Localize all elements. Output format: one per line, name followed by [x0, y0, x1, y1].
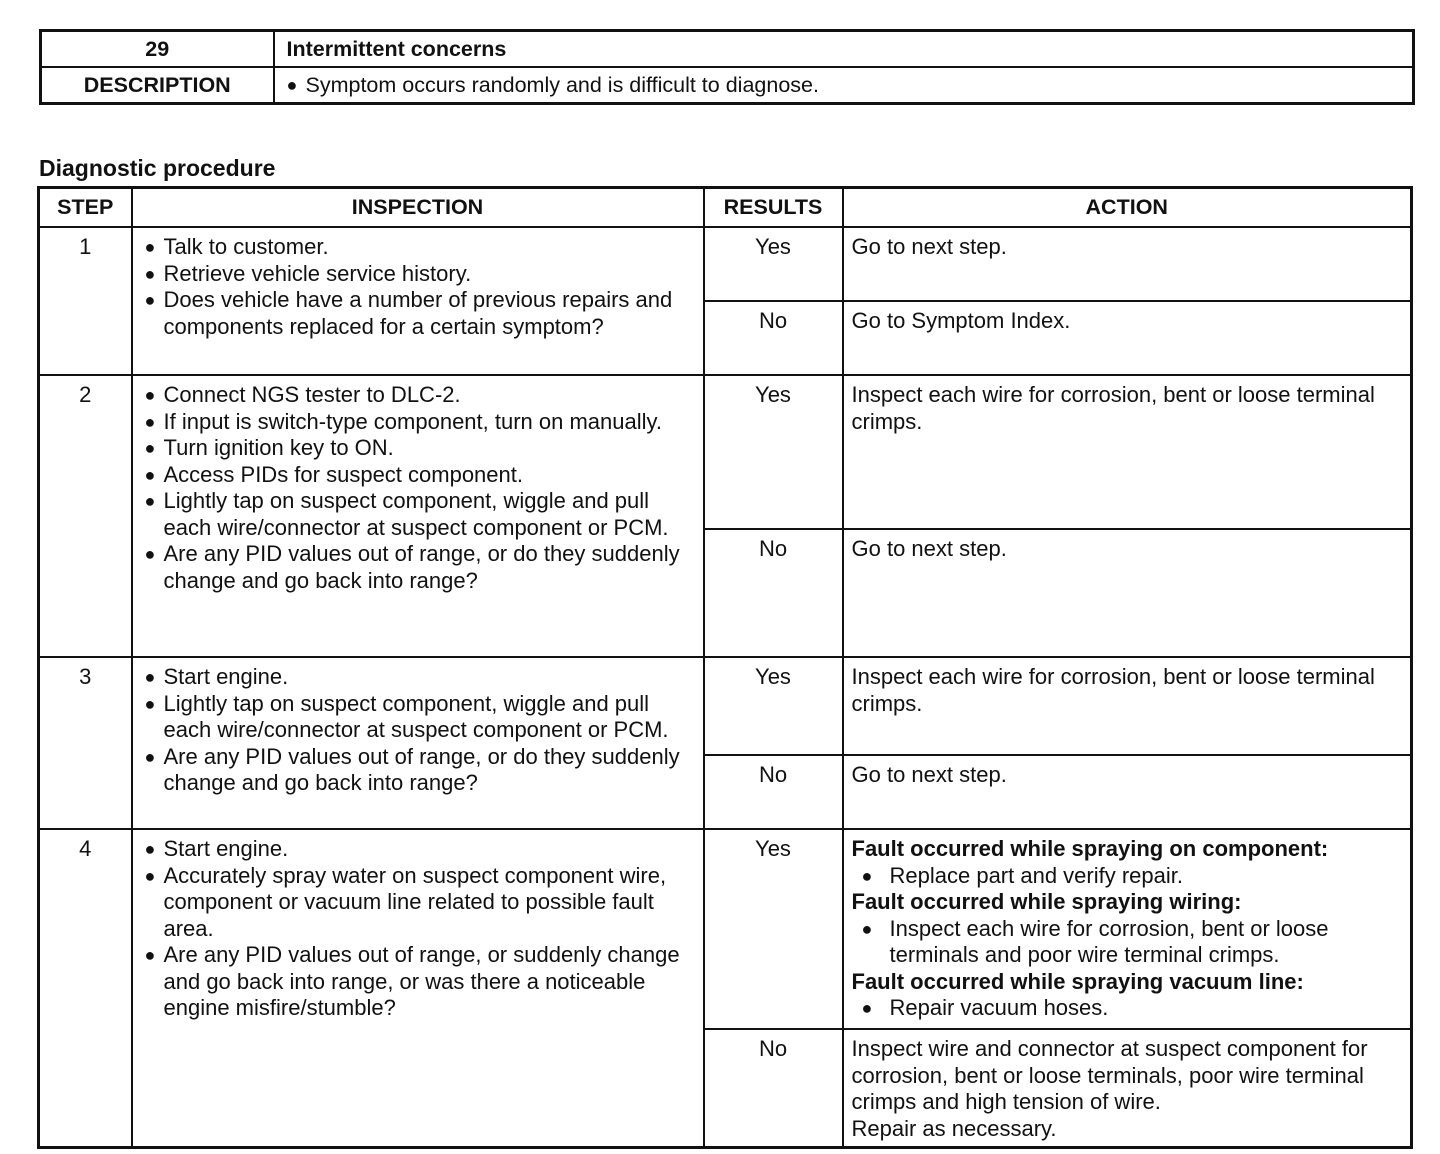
description-bullet — [275, 72, 1413, 99]
action-heading: Fault occurred while spraying wiring: — [851, 889, 1242, 914]
inspection-text: Start engine. — [163, 664, 289, 689]
bullet-icon: ● — [861, 865, 873, 886]
col-results: RESULTS — [704, 188, 843, 228]
description-text: Symptom occurs randomly and is difficult to diagnose. — [305, 72, 819, 97]
bullet-icon: ● — [144, 464, 156, 485]
inspection-text: Accurately spray water on suspect component wire, component or vacuum line related to possible fault area. — [163, 862, 667, 941]
diagnostic-procedure-table — [37, 186, 1413, 1149]
inspection-text: Are any PID values out of range, or do they suddenly change and go back into range? — [163, 541, 680, 593]
inspection-bullet — [133, 287, 691, 340]
bullet-icon: ● — [144, 746, 156, 767]
action-no: Go to next step. — [843, 529, 1412, 657]
bullet-icon: ● — [144, 385, 156, 405]
step-3-yes-row — [39, 657, 1412, 755]
bullet-icon: ● — [144, 237, 156, 257]
step-2-yes-row — [39, 375, 1412, 529]
action-heading: Fault occurred while spraying vacuum line: — [851, 968, 1304, 994]
inspection-text: Start engine. — [163, 836, 289, 861]
concern-number: 29 — [41, 31, 274, 68]
inspection-text: Lightly tap on suspect component, wiggle and pull each wire/connector at suspect component or PCM. — [163, 488, 669, 540]
step-2-inspection — [132, 375, 704, 657]
inspection-bullet — [133, 863, 691, 943]
inspection-bullet — [133, 462, 691, 489]
result-yes: Yes — [704, 227, 843, 301]
step-number: 2 — [39, 375, 132, 657]
result-yes: Yes — [704, 657, 843, 755]
step-number: 1 — [39, 227, 132, 375]
result-no: No — [704, 301, 843, 375]
bullet-icon: ● — [861, 998, 873, 1018]
action-text: Inspect wire and connector at suspect component for corrosion, bent or loose terminals, poor wire terminal crimps and high tension of wire. — [851, 1036, 1368, 1114]
bullet-icon: ● — [861, 918, 873, 939]
inspection-text: Retrieve vehicle service history. — [163, 260, 472, 286]
action-yes: Inspect each wire for corrosion, bent or loose terminal crimps. — [843, 375, 1412, 529]
inspection-bullet — [133, 691, 691, 744]
bullet-icon: ● — [144, 839, 156, 859]
inspection-bullet — [133, 942, 691, 1022]
inspection-text: Are any PID values out of range, or suddenly change and go back into range, or was there a noticeable engine misfire/stumble? — [163, 942, 680, 1020]
action-yes: Go to next step. — [843, 227, 1412, 301]
step-4-yes-row — [39, 829, 1412, 1029]
inspection-bullet — [133, 261, 691, 288]
action-no: Go to Symptom Index. — [843, 301, 1412, 375]
action-text-repair: Repair as necessary. — [851, 1115, 1057, 1141]
result-no: No — [704, 529, 843, 657]
result-yes: Yes — [704, 829, 843, 1029]
column-header-row — [39, 188, 1412, 228]
inspection-text: Lightly tap on suspect component, wiggle and pull each wire/connector at suspect component or PCM. — [163, 690, 669, 742]
action-no: Go to next step. — [843, 755, 1412, 829]
bullet-icon: ● — [144, 865, 156, 886]
concern-header-table — [39, 29, 1415, 105]
inspection-text: Are any PID values out of range, or do they suddenly change and go back into range? — [163, 743, 680, 795]
bullet-icon: ● — [144, 411, 156, 432]
step-number: 3 — [39, 657, 132, 829]
procedure-title: Diagnostic procedure — [39, 155, 276, 181]
result-no: No — [704, 755, 843, 829]
concern-title-row — [41, 31, 1414, 68]
inspection-text: If input is switch-type component, turn on manually. — [163, 408, 663, 434]
inspection-bullet — [133, 488, 691, 541]
inspection-text: Does vehicle have a number of previous repairs and components replaced for a certain symptom? — [163, 287, 673, 339]
bullet-icon: ● — [144, 438, 156, 458]
inspection-bullet — [133, 836, 691, 863]
bullet-icon: ● — [144, 693, 156, 714]
step-number: 4 — [39, 829, 132, 1148]
action-bullet — [852, 916, 1399, 969]
bullet-icon: ● — [144, 290, 156, 310]
step-4-inspection — [132, 829, 704, 1148]
action-text: Inspect each wire for corrosion, bent or loose terminals and poor wire terminal crimps. — [889, 915, 1329, 967]
bullet-icon: ● — [144, 945, 156, 965]
inspection-text: Access PIDs for suspect component. — [163, 461, 523, 487]
result-yes: Yes — [704, 375, 843, 529]
description-row — [41, 67, 1414, 104]
bullet-icon: ● — [144, 544, 156, 564]
inspection-text: Turn ignition key to ON. — [163, 435, 394, 460]
inspection-text: Connect NGS tester to DLC-2. — [163, 382, 461, 407]
inspection-bullet — [133, 541, 691, 594]
inspection-bullet — [133, 234, 691, 261]
col-action: ACTION — [843, 188, 1412, 228]
inspection-bullet — [133, 409, 691, 436]
description-cell — [274, 67, 1414, 104]
action-bullet — [852, 863, 1399, 890]
bullet-icon: ● — [144, 667, 156, 687]
inspection-bullet — [133, 664, 691, 691]
action-heading: Fault occurred while spraying on component: — [851, 836, 1329, 861]
bullet-icon: ● — [144, 263, 156, 284]
step-1-yes-row — [39, 227, 1412, 301]
col-step: STEP — [39, 188, 132, 228]
inspection-bullet — [133, 435, 691, 462]
action-bullet — [852, 995, 1399, 1022]
step-3-inspection — [132, 657, 704, 829]
col-inspection: INSPECTION — [132, 188, 704, 228]
action-no — [843, 1029, 1412, 1148]
inspection-bullet — [133, 744, 691, 797]
action-yes — [843, 829, 1412, 1029]
result-no: No — [704, 1029, 843, 1148]
inspection-bullet — [133, 382, 691, 409]
action-text: Replace part and verify repair. — [889, 862, 1183, 888]
bullet-icon: ● — [144, 491, 156, 511]
inspection-text: Talk to customer. — [163, 234, 329, 259]
action-text: Repair vacuum hoses. — [889, 995, 1109, 1020]
description-label: DESCRIPTION — [41, 67, 274, 104]
concern-title: Intermittent concerns — [274, 31, 1414, 68]
action-yes: Inspect each wire for corrosion, bent or loose terminal crimps. — [843, 657, 1412, 755]
bullet-icon: ● — [286, 74, 298, 95]
step-1-inspection — [132, 227, 704, 375]
